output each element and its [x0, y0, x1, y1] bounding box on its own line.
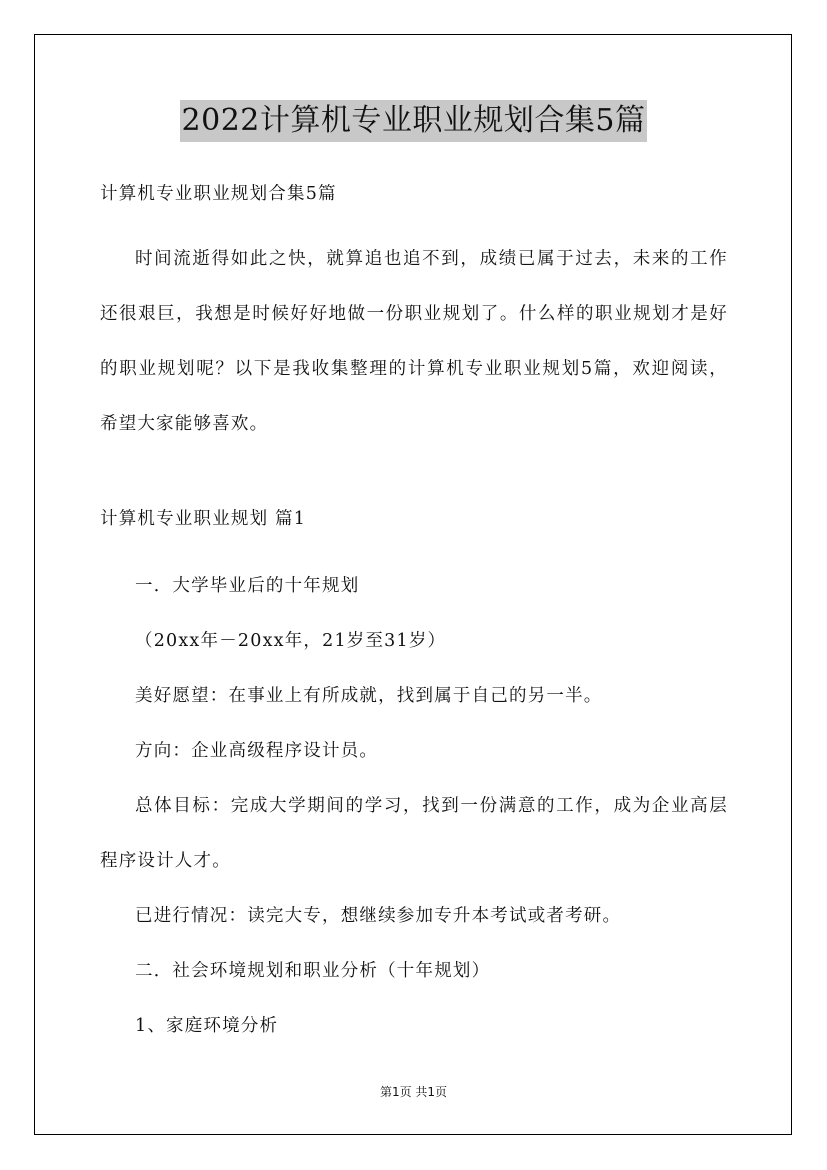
- page-footer: 第1页 共1页: [379, 1085, 448, 1099]
- paragraph: （20xx年－20xx年，21岁至31岁）: [135, 631, 447, 651]
- paragraph: 总体目标：完成大学期间的学习，找到一份满意的工作，成为企业高层程序设计人才。: [100, 796, 728, 871]
- paragraph: 已进行情况：读完大专，想继续参加专升本考试或者考研。: [135, 906, 622, 926]
- paragraph: 方向：企业高级程序设计员。: [135, 741, 379, 761]
- section-body: [100, 559, 728, 1054]
- paragraph: 美好愿望：在事业上有所成就，找到属于自己的另一半。: [135, 686, 603, 706]
- paragraph: 二．社会环境规划和职业分析（十年规划）: [135, 961, 491, 981]
- paragraph: 一．大学毕业后的十年规划: [135, 576, 360, 596]
- paragraph: 1、家庭环境分析: [135, 1016, 279, 1036]
- intro-paragraph: 时间流逝得如此之快，就算追也追不到，成绩已属于过去，未来的工作还很艰巨，我想是时候好好地做一份职业规划了。什么样的职业规划才是好的职业规划呢？以下是我收集整理的计算机专业职业规划5篇，欢迎阅读，希望大家能够喜欢。: [100, 249, 728, 434]
- section-title: 计算机专业职业规划 篇1: [100, 509, 307, 529]
- document-subtitle: 计算机专业职业规划合集5篇: [100, 184, 337, 204]
- document-title: 2022计算机专业职业规划合集5篇: [180, 100, 648, 142]
